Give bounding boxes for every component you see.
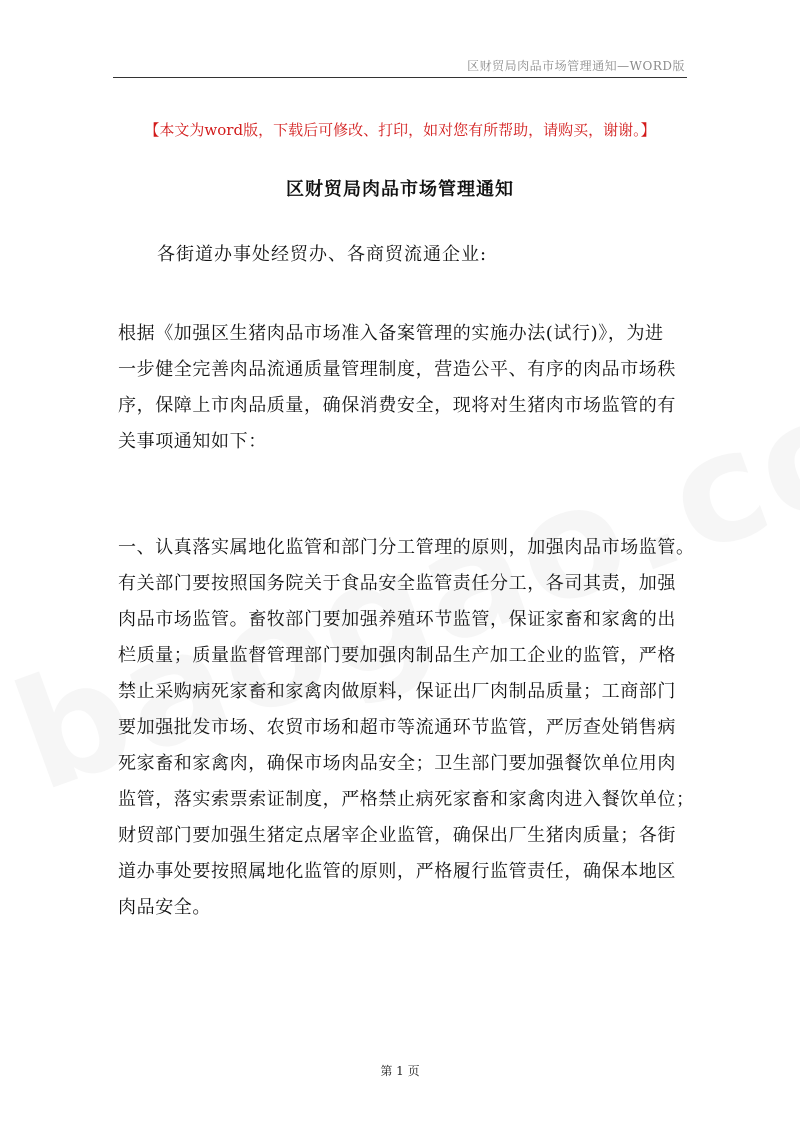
paragraph-line: 财贸部门要加强生猪定点屠宰企业监管，确保出厂生猪肉质量；各街 [118, 825, 676, 846]
paragraph-intro [118, 316, 684, 460]
purchase-notice: 【本文为word版，下载后可修改、打印，如对您有所帮助，请购买，谢谢。】 [144, 121, 656, 139]
paragraph-line: 道办事处要按照属地化监管的原则，严格履行监管责任，确保本地区 [118, 861, 676, 882]
paragraph-line: 栏质量；质量监督管理部门要加强肉制品生产加工企业的监管，严格 [118, 645, 676, 666]
paragraph-line: 死家畜和家禽肉，确保市场肉品安全；卫生部门要加强餐饮单位用肉 [118, 753, 676, 774]
paragraph-line: 关事项通知如下： [118, 431, 267, 452]
paragraph-line: 一、认真落实属地化监管和部门分工管理的原则，加强肉品市场监管。 [118, 537, 695, 558]
salutation: 各街道办事处经贸办、各商贸流通企业: [157, 244, 488, 265]
paragraph-line: 肉品安全。 [118, 897, 211, 918]
paragraph-section-1 [118, 530, 695, 926]
document-title: 区财贸局肉品市场管理通知 [286, 179, 514, 200]
paragraph-line: 监管，落实索票索证制度，严格禁止病死家畜和家禽肉进入餐饮单位； [118, 789, 695, 810]
paragraph-line: 一步健全完善肉品流通质量管理制度，营造公平、有序的肉品市场秩 [118, 359, 676, 380]
paragraph-line: 禁止采购病死家畜和家禽肉做原料，保证出厂肉制品质量；工商部门 [118, 681, 676, 702]
paragraph-line: 序，保障上市肉品质量，确保消费安全，现将对生猪肉市场监管的有 [118, 395, 676, 416]
paragraph-line: 根据《加强区生猪肉品市场准入备案管理的实施办法(试行)》，为进 [118, 323, 664, 344]
paragraph-line: 要加强批发市场、农贸市场和超市等流通环节监管，严厉查处销售病 [118, 717, 676, 738]
paragraph-line: 有关部门要按照国务院关于食品安全监管责任分工，各司其责，加强 [118, 573, 676, 594]
running-header: 区财贸局肉品市场管理通知—WORD版 [467, 59, 685, 73]
header-divider [113, 77, 687, 78]
page-number: 第 1 页 [380, 1064, 420, 1078]
paragraph-line: 肉品市场监管。畜牧部门要加强养殖环节监管，保证家畜和家禽的出 [118, 609, 676, 630]
